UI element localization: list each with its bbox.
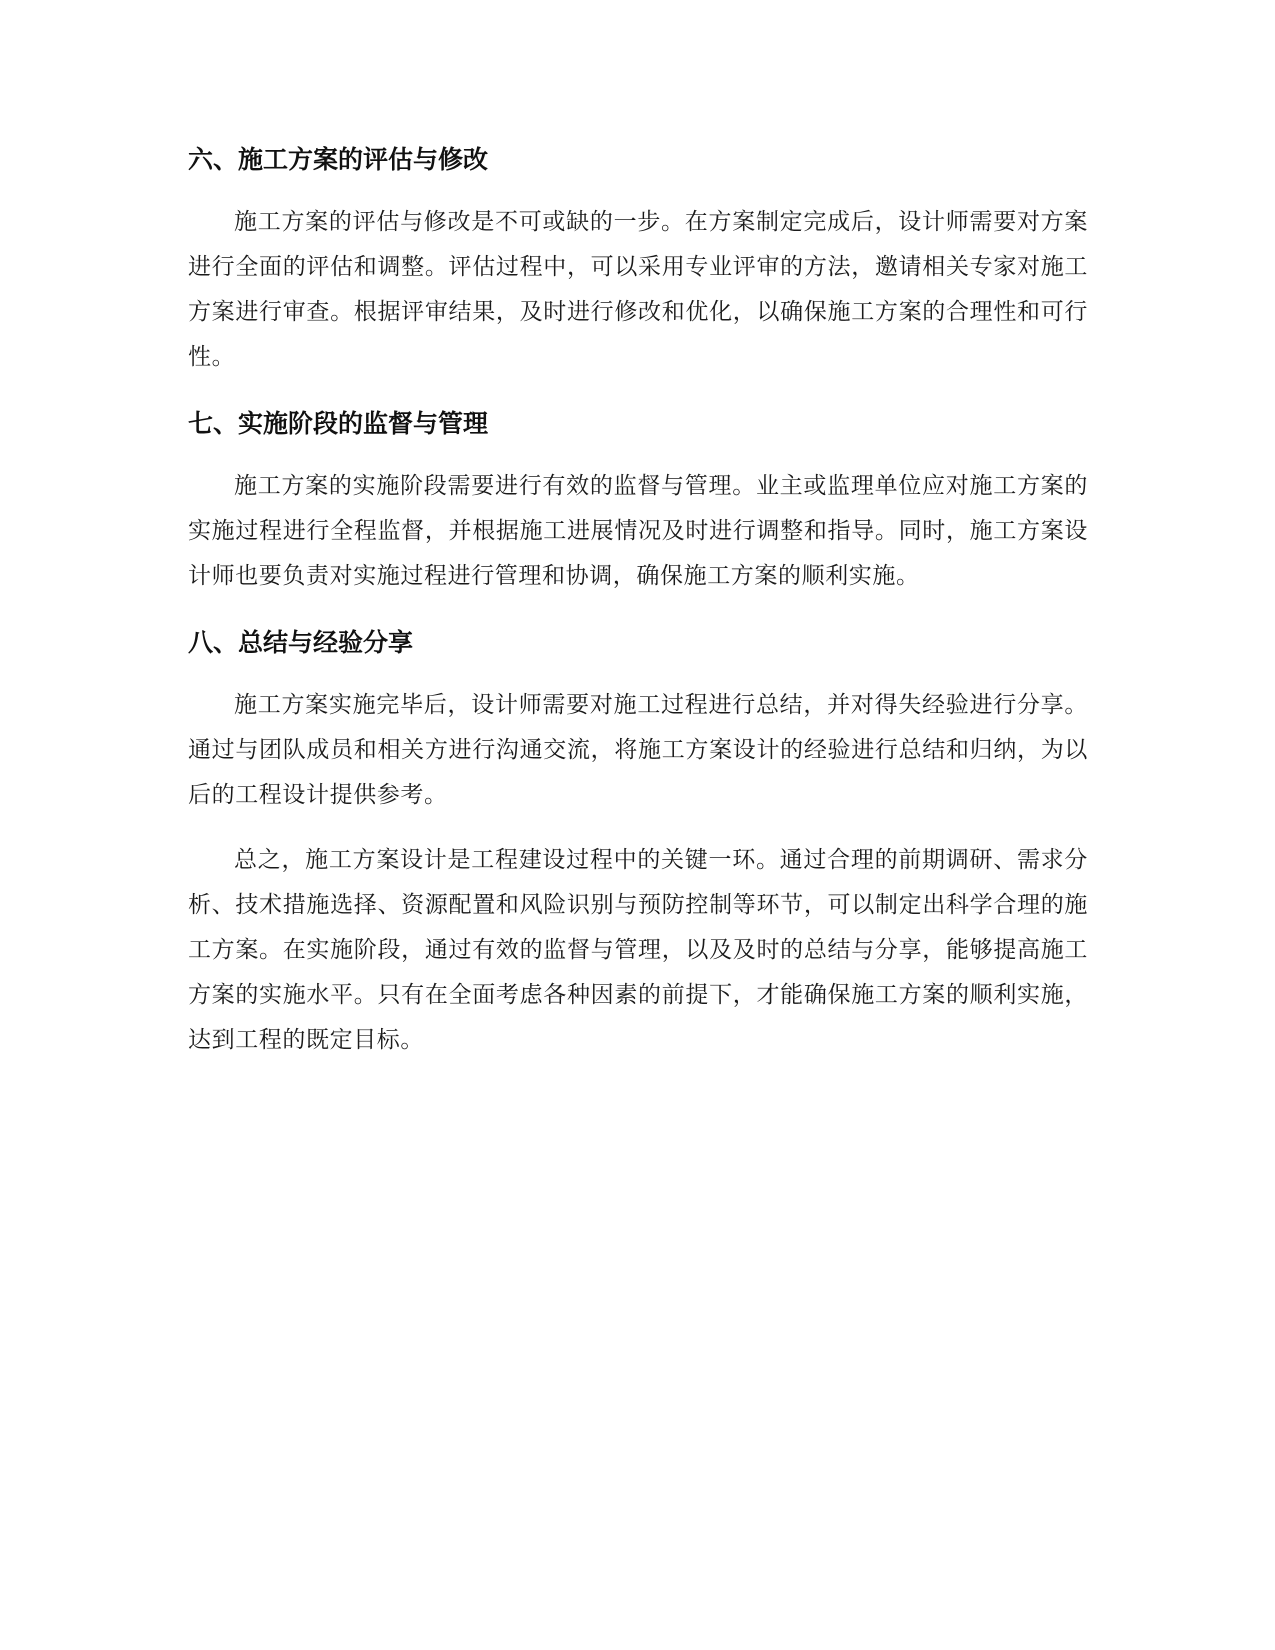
- section-evaluation: [188, 140, 1088, 380]
- paragraph-conclusion: 总之，施工方案设计是工程建设过程中的关键一环。通过合理的前期调研、需求分析、技术措施选择、资源配置和风险识别与预防控制等环节，可以制定出科学合理的施工方案。在实施阶段，通过有效的监督与管理，以及及时的总结与分享，能够提高施工方案的实施水平。只有在全面考虑各种因素的前提下，才能确保施工方案的顺利实施，达到工程的既定目标。: [188, 847, 1088, 1053]
- section-supervision: [188, 404, 1088, 599]
- document-body: [188, 140, 1088, 1083]
- section-heading: 七、实施阶段的监督与管理: [188, 409, 489, 438]
- section-summary: [188, 623, 1088, 1063]
- paragraph: 施工方案实施完毕后，设计师需要对施工过程进行总结，并对得失经验进行分享。通过与团队成员和相关方进行沟通交流，将施工方案设计的经验进行总结和归纳，为以后的工程设计提供参考。: [188, 692, 1088, 808]
- section-heading: 八、总结与经验分享: [188, 628, 414, 657]
- section-heading: 六、施工方案的评估与修改: [188, 145, 489, 174]
- paragraph: 施工方案的实施阶段需要进行有效的监督与管理。业主或监理单位应对施工方案的实施过程进行全程监督，并根据施工进展情况及时进行调整和指导。同时，施工方案设计师也要负责对实施过程进行管理和协调，确保施工方案的顺利实施。: [188, 473, 1088, 589]
- paragraph: 施工方案的评估与修改是不可或缺的一步。在方案制定完成后，设计师需要对方案进行全面的评估和调整。评估过程中，可以采用专业评审的方法，邀请相关专家对施工方案进行审查。根据评审结果，及时进行修改和优化，以确保施工方案的合理性和可行性。: [188, 209, 1088, 370]
